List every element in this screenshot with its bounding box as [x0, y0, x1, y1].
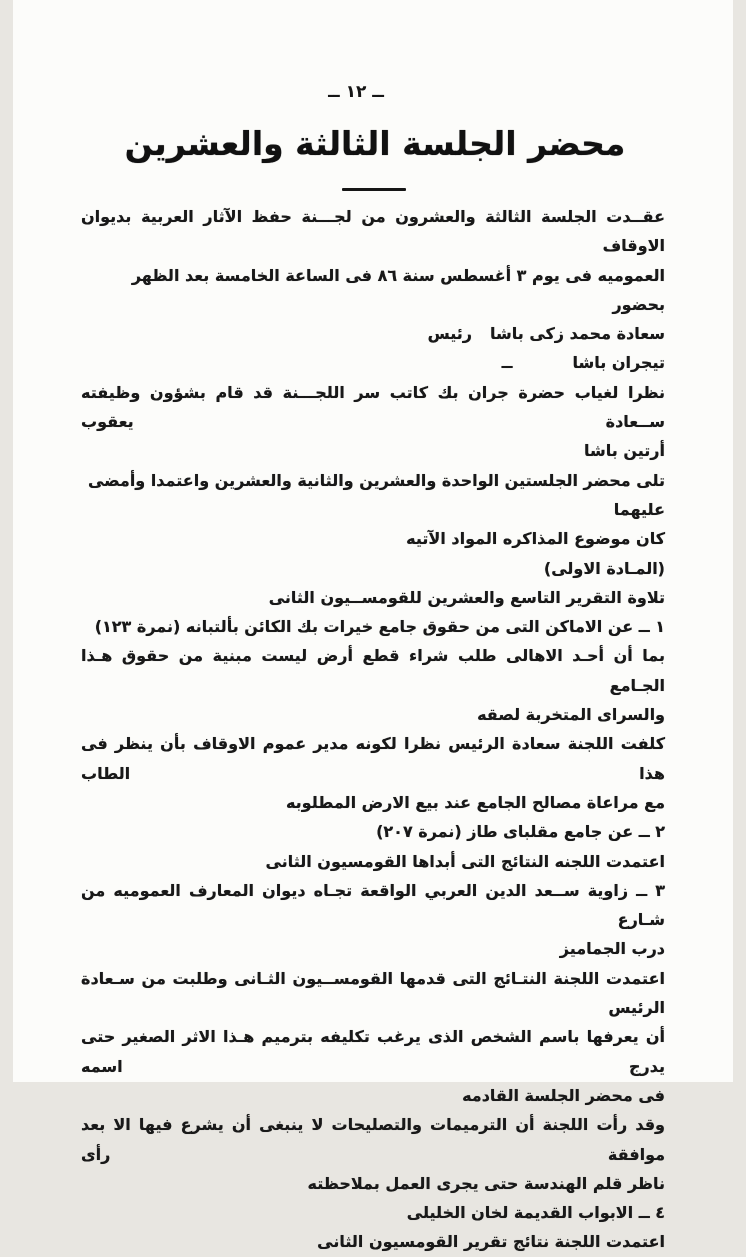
item4-line2: اعتمدت اللجنة نتائج تقرير القومسيون الثانى [317, 1232, 665, 1252]
line-secretary-2: أرتين باشا [584, 441, 665, 461]
item1-line5: مع مراعاة مصالح الجامع عند بيع الارض المطلوبه [285, 792, 665, 812]
item3-line6: وقد رأت اللجنة أن الترميمات والتصليحات لا ينبغى أن يشرع فيها الا بعد موافقة رأى [81, 1115, 665, 1164]
page-number: ــ ١٢ ــ [328, 82, 384, 102]
attendance-row-president [211, 319, 665, 348]
member-ditto-mark: ــ [501, 353, 513, 373]
line-agenda-intro: كان موضوع المذاكره المواد الآتيه [406, 529, 665, 549]
item4-line1: ٤ ــ الابواب القديمة لخان الخليلى [406, 1203, 665, 1223]
line-report-reading: تلاوة التقرير التاسع والعشرين للقومســيون الثانى [268, 587, 665, 607]
minutes-body [81, 202, 665, 1257]
item3-line2: درب الجماميز [559, 939, 665, 959]
scanned-page [13, 0, 733, 1252]
item3-line3: اعتمدت اللجنة النتـائج التى قدمها القومســيون الثـانى وطلبت من سـعادة الرئيس [81, 968, 665, 1018]
item1-line3: والسراى المتخربة لصقه [477, 705, 665, 725]
title-underline [342, 188, 406, 191]
item2-line1: ٢ ــ عن جامع مقلباى طاز (نمرة ٢٠٧) [376, 822, 665, 842]
president-name: سعادة محمد زكى باشا [489, 324, 665, 344]
item3-line1: ٣ ــ زاوية ســعد الدين العربي الواقعة تجـاه ديوان المعارف العموميه من شـارع [81, 880, 665, 930]
item1-line2: بما أن أحـد الاهالى طلب شراء قطع أرض ليست مبنية من حقوق هـذا الجـامع [81, 646, 665, 695]
session-title: محضر الجلسة الثالثة والعشرين [124, 124, 626, 163]
line-previous-minutes: تلى محضر الجلستين الواحدة والعشرين والثانية والعشرين واعتمدا وأمضى عليهما [87, 470, 665, 519]
item3-line4: أن يعرفها باسم الشخص الذى يرغب تكليفه بترميم هـذا الاثر الصغير حتى يدرج اسمه [81, 1027, 665, 1076]
item1-line1: ١ ــ عن الاماكن التى من حقوق جامع خيرات بك الكائن بألتبانه (نمرة ١٢٣) [94, 617, 665, 637]
item3-line7: ناظر قلم الهندسة حتى يجرى العمل بملاحظته [307, 1173, 665, 1193]
item1-line4: كلفت اللجنة سعادة الرئيس نظرا لكونه مدير عموم الاوقاف بأن ينظر فى هذا الطاب [81, 734, 665, 783]
attendance-row-member [221, 348, 665, 377]
president-role: رئيس [427, 324, 472, 344]
item3-line5: فى محضر الجلسة القادمه [462, 1085, 665, 1105]
line-secretary-1: نظرا لغياب حضرة جران بك كاتب سر اللجـــنة قد قام بشؤون وظيفته ســعادة يعقوب [81, 382, 665, 432]
member-name: تيجران باشا [572, 353, 665, 373]
line-opening-1: عقــدت الجلسة الثالثة والعشرون من لجـــنة حفظ الآثار العربية بديوان الاوقاف [81, 207, 665, 256]
item2-line2: اعتمدت اللجنه النتائج التى أبداها القومسيون الثانى [265, 851, 665, 871]
line-opening-2: العموميه فى يوم ٣ أغسطس سنة ٨٦ فى الساعة الخامسة بعد الظهر بحضور [131, 265, 665, 314]
article-heading: (المـادة الاولى) [543, 558, 665, 578]
